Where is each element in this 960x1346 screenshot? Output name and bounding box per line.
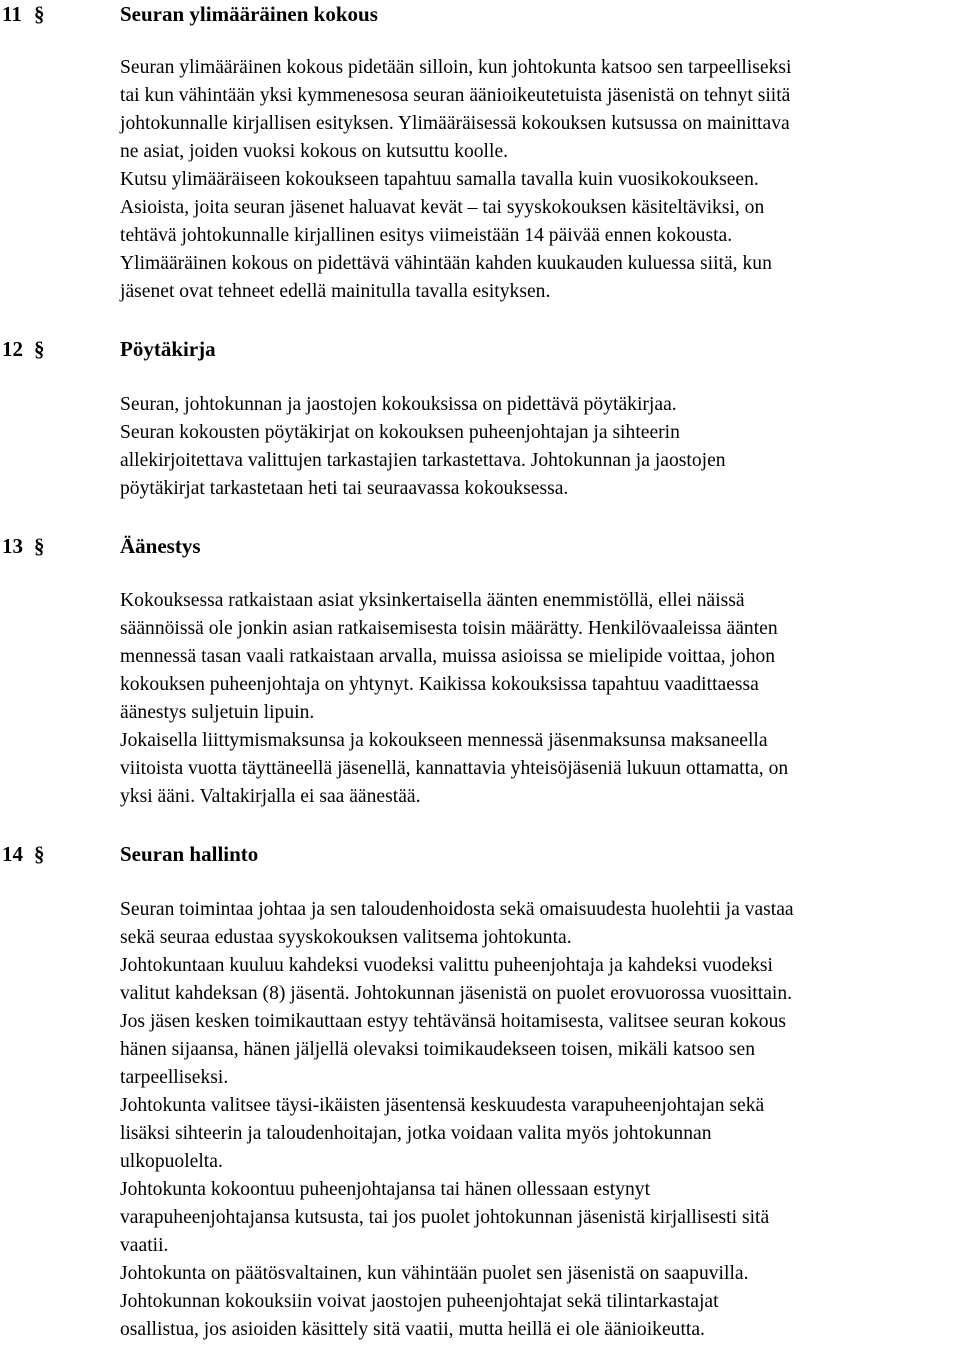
body-line: lisäksi sihteerin ja taloudenhoitajan, jotka voidaan valita myös johtokunnan	[120, 1123, 712, 1144]
paragraph-symbol: §	[34, 2, 45, 26]
section-heading	[0, 0, 960, 28]
section-body	[120, 391, 960, 503]
body-line: osallistua, jos asioiden käsittely sitä vaatii, mutta heillä ei ole äänioikeutta.	[120, 1319, 705, 1340]
body-line: Seuran, johtokunnan ja jaostojen kokouksissa on pidettävä pöytäkirjaa.	[120, 394, 677, 415]
section-body	[120, 896, 960, 1344]
section-title: Pöytäkirja	[120, 337, 216, 361]
section-number: 12	[2, 337, 23, 361]
body-line: äänestys suljetuin lipuin.	[120, 702, 315, 723]
body-line: viitoista vuotta täyttäneellä jäsenellä, kannattavia yhteisöjäseniä lukuun ottamatta, on	[120, 758, 789, 779]
body-line: Kokouksessa ratkaistaan asiat yksinkertaisella äänten enemmistöllä, ellei näissä	[120, 590, 745, 611]
body-line: Johtokuntaan kuuluu kahdeksi vuodeksi valittu puheenjohtaja ja kahdeksi vuodeksi	[120, 955, 774, 976]
section-12	[0, 335, 960, 499]
body-line: Kutsu ylimääräiseen kokoukseen tapahtuu samalla tavalla kuin vuosikokoukseen.	[120, 169, 759, 190]
body-line: tarpeelliseksi.	[120, 1067, 229, 1088]
body-line: säännöissä ole jonkin asian ratkaisemisesta toisin määrätty. Henkilövaaleissa äänten	[120, 618, 778, 639]
body-line: tai kun vähintään yksi kymmenesosa seuran äänioikeutetuista jäsenistä on tehnyt siitä	[120, 85, 791, 106]
body-line: mennessä tasan vaali ratkaistaan arvalla, muissa asioissa se mielipide voittaa, johon	[120, 646, 776, 667]
body-line: Jokaisella liittymismaksunsa ja kokoukseen mennessä jäsenmaksunsa maksaneella	[120, 730, 768, 751]
paragraph-symbol: §	[34, 842, 45, 866]
body-line: hänen sijaansa, hänen jäljellä olevaksi toimikaudekseen toisen, mikäli katsoo sen	[120, 1039, 755, 1060]
body-line: ulkopuolelta.	[120, 1151, 223, 1172]
body-line: valitut kahdeksan (8) jäsentä. Johtokunnan jäsenistä on puolet erovuorossa vuosittain.	[120, 983, 793, 1004]
body-line: allekirjoitettava valittujen tarkastajien tarkastettava. Johtokunnan ja jaostojen	[120, 450, 726, 471]
section-heading	[0, 335, 960, 363]
body-line: pöytäkirjat tarkastetaan heti tai seuraavassa kokouksessa.	[120, 478, 569, 499]
section-heading	[0, 840, 960, 868]
section-number: 14	[2, 842, 23, 866]
body-line: varapuheenjohtajansa kutsusta, tai jos puolet johtokunnan jäsenistä kirjallisesti sitä	[120, 1207, 770, 1228]
section-title: Seuran ylimääräinen kokous	[120, 2, 378, 26]
body-line: Johtokunnan kokouksiin voivat jaostojen puheenjohtajat sekä tilintarkastajat	[120, 1291, 719, 1312]
body-line: vaatii.	[120, 1235, 169, 1256]
section-13	[0, 532, 960, 807]
body-line: Asioista, joita seuran jäsenet haluavat kevät – tai syyskokouksen käsiteltäviksi, on	[120, 197, 765, 218]
section-heading	[0, 532, 960, 560]
paragraph-symbol: §	[34, 337, 45, 361]
body-line: Seuran ylimääräinen kokous pidetään silloin, kun johtokunta katsoo sen tarpeelliseksi	[120, 57, 792, 78]
body-line: Ylimääräinen kokous on pidettävä vähintään kahden kuukauden kuluessa siitä, kun	[120, 253, 772, 274]
section-number: 13	[2, 534, 23, 558]
section-11	[0, 0, 960, 302]
body-line: jäsenet ovat tehneet edellä mainitulla tavalla esityksen.	[120, 281, 551, 302]
section-14	[0, 840, 960, 1340]
section-body	[120, 587, 960, 811]
body-line: Seuran kokousten pöytäkirjat on kokouksen puheenjohtajan ja sihteerin	[120, 422, 680, 443]
body-line: johtokunnalle kirjallisen esityksen. Ylimääräisessä kokouksen kutsussa on mainittava	[120, 113, 790, 134]
body-line: ne asiat, joiden vuoksi kokous on kutsuttu koolle.	[120, 141, 509, 162]
section-title: Äänestys	[120, 534, 201, 558]
body-line: Jos jäsen kesken toimikauttaan estyy tehtävänsä hoitamisesta, valitsee seuran kokous	[120, 1011, 787, 1032]
body-line: Johtokunta kokoontuu puheenjohtajansa tai hänen ollessaan estynyt	[120, 1179, 651, 1200]
section-number: 11	[2, 2, 22, 26]
paragraph-symbol: §	[34, 534, 45, 558]
body-line: Seuran toimintaa johtaa ja sen taloudenhoidosta sekä omaisuudesta huolehtii ja vastaa	[120, 899, 794, 920]
body-line: Johtokunta on päätösvaltainen, kun vähintään puolet sen jäsenistä on saapuvilla.	[120, 1263, 749, 1284]
body-line: tehtävä johtokunnalle kirjallinen esitys viimeistään 14 päivää ennen kokousta.	[120, 225, 733, 246]
body-line: Johtokunta valitsee täysi-ikäisten jäsentensä keskuudesta varapuheenjohtajan sekä	[120, 1095, 765, 1116]
section-body	[120, 54, 960, 306]
section-title: Seuran hallinto	[120, 842, 259, 866]
body-line: yksi ääni. Valtakirjalla ei saa äänestää.	[120, 786, 421, 807]
body-line: kokouksen puheenjohtaja on yhtynyt. Kaikissa kokouksissa tapahtuu vaadittaessa	[120, 674, 759, 695]
body-line: sekä seuraa edustaa syyskokouksen valitsema johtokunta.	[120, 927, 572, 948]
